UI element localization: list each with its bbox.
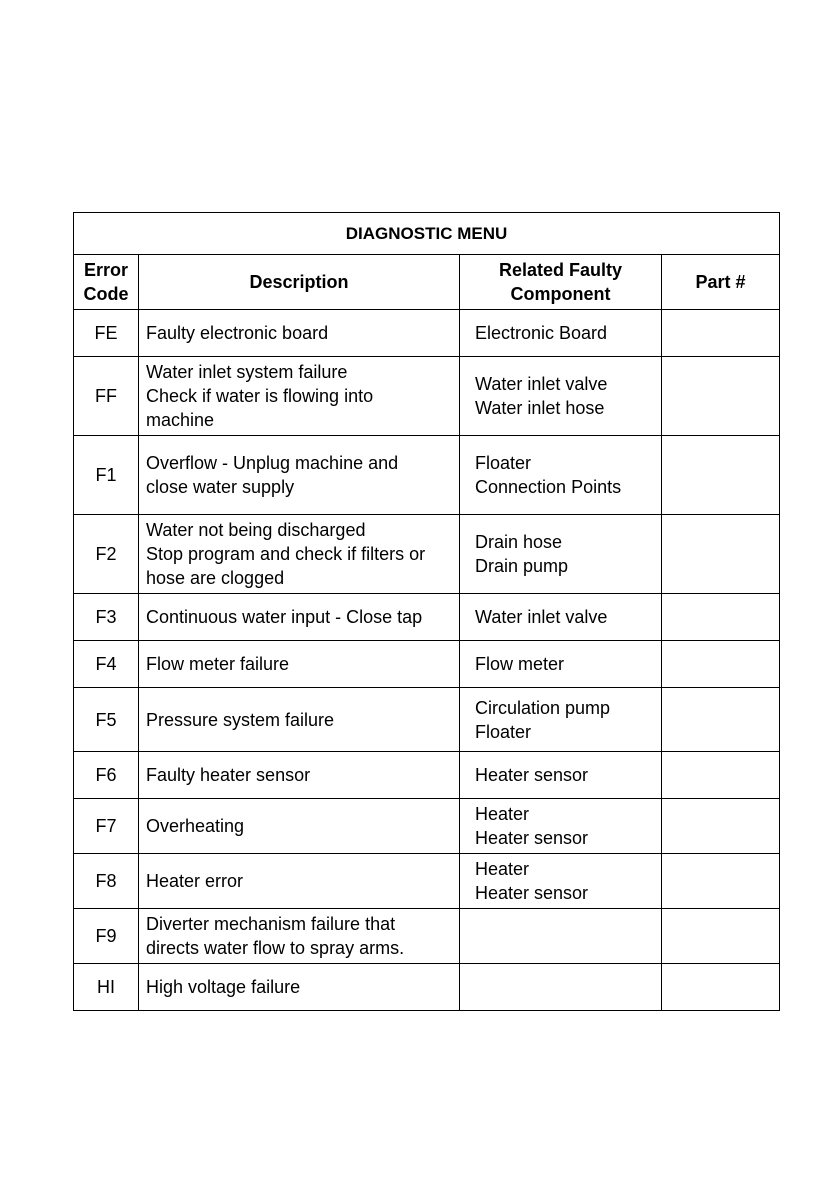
description-line: directs water flow to spray arms. <box>146 938 405 958</box>
description-line: Check if water is flowing into <box>146 386 374 406</box>
description-cell <box>139 752 460 799</box>
component-cell <box>460 641 662 688</box>
description-line: Continuous water input - Close tap <box>146 607 423 627</box>
component-line: Heater <box>475 804 530 824</box>
table-row <box>74 594 780 641</box>
description-line: High voltage failure <box>146 977 301 997</box>
component-cell <box>460 688 662 752</box>
component-cell <box>460 799 662 854</box>
header-error-code-line2: Code <box>83 284 129 304</box>
component-cell <box>460 515 662 594</box>
error-code-cell: HI <box>74 964 139 1011</box>
component-line: Floater <box>475 453 532 473</box>
part-number-cell <box>662 357 780 436</box>
component-line: Water inlet valve <box>475 607 608 627</box>
description-line: Diverter mechanism failure that <box>146 914 396 934</box>
description-cell <box>139 964 460 1011</box>
error-code-cell: F3 <box>74 594 139 641</box>
title-row <box>74 213 780 255</box>
header-error-code-line1: Error <box>83 260 128 280</box>
part-number-cell <box>662 594 780 641</box>
component-cell <box>460 854 662 909</box>
part-number-cell <box>662 909 780 964</box>
description-cell <box>139 909 460 964</box>
part-number-cell <box>662 752 780 799</box>
description-line: Heater error <box>146 871 244 891</box>
component-cell <box>460 752 662 799</box>
table-row <box>74 909 780 964</box>
error-code-cell: F7 <box>74 799 139 854</box>
component-line: Connection Points <box>475 477 622 497</box>
description-cell <box>139 799 460 854</box>
component-line: Water inlet valve <box>475 374 608 394</box>
description-line: Faulty heater sensor <box>146 765 311 785</box>
table-row <box>74 641 780 688</box>
header-component <box>460 255 662 310</box>
header-error-code <box>74 255 139 310</box>
header-row <box>74 255 780 310</box>
table-row <box>74 310 780 357</box>
table-title: DIAGNOSTIC MENU <box>74 213 780 255</box>
part-number-cell <box>662 641 780 688</box>
description-line: Water inlet system failure <box>146 362 348 382</box>
table-row <box>74 752 780 799</box>
table-row <box>74 688 780 752</box>
header-description: Description <box>139 255 460 310</box>
description-line: hose are clogged <box>146 568 285 588</box>
description-cell <box>139 310 460 357</box>
description-line: Water not being discharged <box>146 520 366 540</box>
description-line: Stop program and check if filters or <box>146 544 426 564</box>
part-number-cell <box>662 799 780 854</box>
description-cell <box>139 854 460 909</box>
error-code-cell: F8 <box>74 854 139 909</box>
diagnostic-menu-table <box>73 212 780 1011</box>
error-code-cell: F9 <box>74 909 139 964</box>
description-line: close water supply <box>146 477 295 497</box>
part-number-cell <box>662 688 780 752</box>
component-line: Heater sensor <box>475 765 589 785</box>
table-body <box>74 310 780 1011</box>
component-line: Electronic Board <box>475 323 608 343</box>
table-row <box>74 515 780 594</box>
description-line: Pressure system failure <box>146 709 335 730</box>
error-code-cell: F6 <box>74 752 139 799</box>
description-cell <box>139 594 460 641</box>
component-cell <box>460 310 662 357</box>
component-line: Water inlet hose <box>475 398 605 418</box>
component-cell <box>460 964 662 1011</box>
table-row <box>74 799 780 854</box>
description-line: Overflow - Unplug machine and <box>146 453 399 473</box>
component-line: Heater sensor <box>475 883 589 903</box>
description-line: Overheating <box>146 816 245 836</box>
header-component-line1: Related Faulty <box>498 260 623 280</box>
component-line: Drain hose <box>475 532 563 552</box>
error-code-cell: FE <box>74 310 139 357</box>
part-number-cell <box>662 310 780 357</box>
table-row <box>74 854 780 909</box>
error-code-cell: F2 <box>74 515 139 594</box>
component-cell <box>460 909 662 964</box>
header-component-line2: Component <box>510 284 611 304</box>
description-line: machine <box>146 410 215 430</box>
description-cell <box>139 515 460 594</box>
header-part: Part # <box>662 255 780 310</box>
description-cell <box>139 688 460 752</box>
error-code-cell: F1 <box>74 436 139 515</box>
error-code-cell: F5 <box>74 688 139 752</box>
part-number-cell <box>662 436 780 515</box>
part-number-cell <box>662 854 780 909</box>
component-line: Drain pump <box>475 556 569 576</box>
component-cell <box>460 357 662 436</box>
component-line: Floater <box>475 721 532 742</box>
description-cell <box>139 357 460 436</box>
table-row <box>74 964 780 1011</box>
component-line: Heater sensor <box>475 828 589 848</box>
part-number-cell <box>662 515 780 594</box>
description-line: Flow meter failure <box>146 654 290 674</box>
table-row <box>74 357 780 436</box>
component-line: Heater <box>475 859 530 879</box>
error-code-cell: FF <box>74 357 139 436</box>
component-line: Flow meter <box>475 654 565 674</box>
component-line: Circulation pump <box>475 697 611 718</box>
description-cell <box>139 436 460 515</box>
component-cell <box>460 594 662 641</box>
error-code-cell: F4 <box>74 641 139 688</box>
table-row <box>74 436 780 515</box>
part-number-cell <box>662 964 780 1011</box>
description-line: Faulty electronic board <box>146 323 329 343</box>
component-cell <box>460 436 662 515</box>
description-cell <box>139 641 460 688</box>
